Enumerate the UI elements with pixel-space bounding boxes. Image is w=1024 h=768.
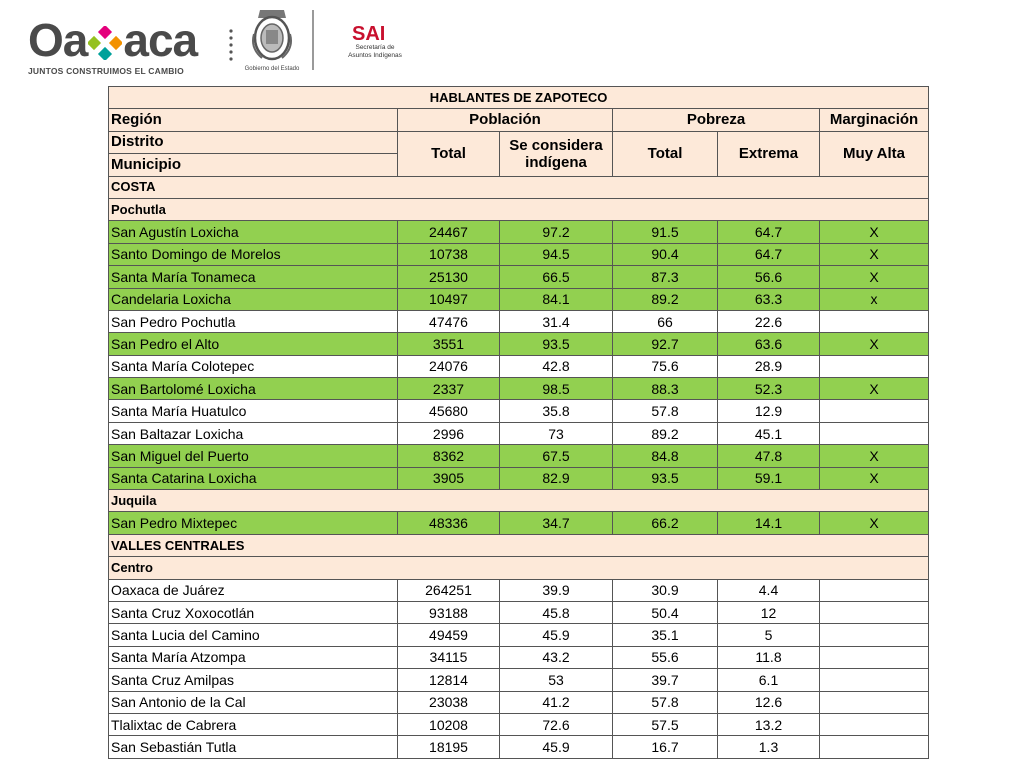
table-row (109, 579, 929, 601)
table-row (109, 713, 929, 735)
indigena-cell: 35.8 (500, 400, 613, 422)
pobreza-total-cell: 92.7 (613, 333, 718, 355)
poblacion-total-cell: 10208 (398, 713, 500, 735)
muy-alta-cell: X (820, 221, 929, 243)
municipio-cell: San Pedro Mixtepec (109, 512, 398, 534)
poblacion-total-cell: 93188 (398, 601, 500, 623)
pobreza-extrema-cell: 52.3 (718, 378, 820, 400)
header-poblacion-total: Total (398, 131, 500, 176)
sai-subtitle (342, 44, 408, 60)
pobreza-extrema-cell: 5 (718, 624, 820, 646)
indigena-cell: 45.9 (500, 736, 613, 758)
poblacion-total-cell: 23038 (398, 691, 500, 713)
pobreza-extrema-cell: 28.9 (718, 355, 820, 377)
municipio-cell: San Agustín Loxicha (109, 221, 398, 243)
poblacion-total-cell: 2996 (398, 422, 500, 444)
muy-alta-cell: X (820, 445, 929, 467)
table-row (109, 669, 929, 691)
muy-alta-cell (820, 422, 929, 444)
poblacion-total-cell: 264251 (398, 579, 500, 601)
muy-alta-cell (820, 669, 929, 691)
indigena-cell: 31.4 (500, 310, 613, 332)
pobreza-extrema-cell: 13.2 (718, 713, 820, 735)
municipio-cell: Santa María Tonameca (109, 266, 398, 288)
table-row (109, 512, 929, 534)
pobreza-extrema-cell: 63.6 (718, 333, 820, 355)
header-se-considera-indigena: Se considera indígena (500, 131, 613, 176)
header-marginacion: Marginación (820, 109, 929, 131)
poblacion-total-cell: 3551 (398, 333, 500, 355)
indigena-cell: 97.2 (500, 221, 613, 243)
pobreza-total-cell: 57.8 (613, 400, 718, 422)
table-row (109, 624, 929, 646)
pobreza-total-cell: 55.6 (613, 646, 718, 668)
pobreza-total-cell: 89.2 (613, 288, 718, 310)
muy-alta-cell: X (820, 512, 929, 534)
municipio-cell: San Antonio de la Cal (109, 691, 398, 713)
indigena-cell: 94.5 (500, 243, 613, 265)
pobreza-extrema-cell: 63.3 (718, 288, 820, 310)
muy-alta-cell: X (820, 467, 929, 489)
muy-alta-cell (820, 310, 929, 332)
section-label: COSTA (109, 176, 929, 198)
indigena-cell: 67.5 (500, 445, 613, 467)
table-row (109, 422, 929, 444)
indigena-cell: 45.8 (500, 601, 613, 623)
indigena-cell: 73 (500, 422, 613, 444)
municipio-cell: San Baltazar Loxicha (109, 422, 398, 444)
municipio-cell: San Bartolomé Loxicha (109, 378, 398, 400)
pobreza-total-cell: 30.9 (613, 579, 718, 601)
poblacion-total-cell: 49459 (398, 624, 500, 646)
section-row (109, 490, 929, 512)
seal-label: Gobierno del Estado (244, 66, 300, 72)
header-muy-alta: Muy Alta (820, 131, 929, 176)
header-pobreza-total: Total (613, 131, 718, 176)
indigena-cell: 41.2 (500, 691, 613, 713)
poblacion-total-cell: 48336 (398, 512, 500, 534)
poblacion-total-cell: 10497 (398, 288, 500, 310)
header-divider (312, 10, 314, 70)
municipio-cell: Oaxaca de Juárez (109, 579, 398, 601)
pobreza-extrema-cell: 1.3 (718, 736, 820, 758)
table-row (109, 736, 929, 758)
pobreza-total-cell: 57.8 (613, 691, 718, 713)
municipio-cell: Santo Domingo de Morelos (109, 243, 398, 265)
header-pobreza-extrema: Extrema (718, 131, 820, 176)
municipio-cell: San Sebastián Tutla (109, 736, 398, 758)
municipio-cell: Candelaria Loxicha (109, 288, 398, 310)
sai-subtitle-line1: Secretaría de (355, 44, 395, 51)
table-row (109, 310, 929, 332)
table-row (109, 646, 929, 668)
section-label: Centro (109, 557, 929, 579)
pobreza-total-cell: 16.7 (613, 736, 718, 758)
poblacion-total-cell: 24467 (398, 221, 500, 243)
poblacion-total-cell: 24076 (398, 355, 500, 377)
pobreza-extrema-cell: 45.1 (718, 422, 820, 444)
pobreza-total-cell: 50.4 (613, 601, 718, 623)
table-title: HABLANTES DE ZAPOTECO (109, 87, 929, 109)
pobreza-extrema-cell: 47.8 (718, 445, 820, 467)
pobreza-extrema-cell: 11.8 (718, 646, 820, 668)
table-row (109, 288, 929, 310)
pobreza-total-cell: 39.7 (613, 669, 718, 691)
municipio-cell: Santa Cruz Amilpas (109, 669, 398, 691)
pobreza-total-cell: 87.3 (613, 266, 718, 288)
pobreza-extrema-cell: 12.6 (718, 691, 820, 713)
muy-alta-cell (820, 579, 929, 601)
pobreza-total-cell: 35.1 (613, 624, 718, 646)
muy-alta-cell (820, 601, 929, 623)
section-row (109, 557, 929, 579)
table-row (109, 221, 929, 243)
muy-alta-cell (820, 646, 929, 668)
pobreza-extrema-cell: 6.1 (718, 669, 820, 691)
pobreza-total-cell: 89.2 (613, 422, 718, 444)
municipio-cell: Santa Lucia del Camino (109, 624, 398, 646)
pobreza-extrema-cell: 22.6 (718, 310, 820, 332)
pobreza-total-cell: 93.5 (613, 467, 718, 489)
municipio-cell: San Pedro Pochutla (109, 310, 398, 332)
sai-logo (338, 24, 408, 64)
indigena-cell: 82.9 (500, 467, 613, 489)
state-seal (244, 4, 300, 76)
indigena-cell: 39.9 (500, 579, 613, 601)
poblacion-total-cell: 12814 (398, 669, 500, 691)
muy-alta-cell (820, 400, 929, 422)
pobreza-extrema-cell: 56.6 (718, 266, 820, 288)
municipio-cell: San Pedro el Alto (109, 333, 398, 355)
section-label: VALLES CENTRALES (109, 534, 929, 556)
poblacion-total-cell: 2337 (398, 378, 500, 400)
muy-alta-cell: x (820, 288, 929, 310)
oaxaca-x-flower-icon (88, 18, 122, 52)
muy-alta-cell: X (820, 333, 929, 355)
pobreza-total-cell: 66 (613, 310, 718, 332)
oaxaca-logo (28, 14, 218, 76)
indigena-cell: 34.7 (500, 512, 613, 534)
logo-word-left: Oa (28, 14, 88, 66)
dotted-separator-icon (229, 28, 233, 62)
municipio-cell: Santa María Atzompa (109, 646, 398, 668)
poblacion-total-cell: 45680 (398, 400, 500, 422)
pobreza-total-cell: 91.5 (613, 221, 718, 243)
header-region: Región (109, 109, 398, 131)
pobreza-total-cell: 88.3 (613, 378, 718, 400)
section-row (109, 534, 929, 556)
pobreza-extrema-cell: 12.9 (718, 400, 820, 422)
pobreza-total-cell: 66.2 (613, 512, 718, 534)
pobreza-extrema-cell: 12 (718, 601, 820, 623)
pobreza-total-cell: 75.6 (613, 355, 718, 377)
indigena-cell: 45.9 (500, 624, 613, 646)
poblacion-total-cell: 18195 (398, 736, 500, 758)
section-row (109, 176, 929, 198)
section-label: Pochutla (109, 198, 929, 220)
poblacion-total-cell: 8362 (398, 445, 500, 467)
table-row (109, 266, 929, 288)
muy-alta-cell (820, 691, 929, 713)
muy-alta-cell (820, 713, 929, 735)
poblacion-total-cell: 3905 (398, 467, 500, 489)
municipio-cell: Santa María Huatulco (109, 400, 398, 422)
header-municipio: Municipio (109, 154, 398, 176)
logo-tagline: JUNTOS CONSTRUIMOS EL CAMBIO (28, 66, 184, 76)
table-row (109, 467, 929, 489)
table-row (109, 378, 929, 400)
muy-alta-cell (820, 624, 929, 646)
sai-subtitle-line2: Asuntos Indígenas (348, 52, 402, 59)
muy-alta-cell (820, 736, 929, 758)
muy-alta-cell: X (820, 378, 929, 400)
muy-alta-cell: X (820, 266, 929, 288)
municipio-cell: Tlalixtac de Cabrera (109, 713, 398, 735)
state-seal-icon (244, 4, 300, 64)
section-label: Juquila (109, 490, 929, 512)
header-poblacion: Población (398, 109, 613, 131)
municipio-cell: Santa Cruz Xoxocotlán (109, 601, 398, 623)
pobreza-extrema-cell: 14.1 (718, 512, 820, 534)
indigena-cell: 66.5 (500, 266, 613, 288)
table-row (109, 445, 929, 467)
poblacion-total-cell: 34115 (398, 646, 500, 668)
page-header (0, 0, 1024, 84)
pobreza-extrema-cell: 4.4 (718, 579, 820, 601)
zapoteco-speakers-table (108, 86, 929, 759)
indigena-cell: 98.5 (500, 378, 613, 400)
indigena-cell: 42.8 (500, 355, 613, 377)
table-row (109, 691, 929, 713)
pobreza-total-cell: 90.4 (613, 243, 718, 265)
pobreza-extrema-cell: 64.7 (718, 221, 820, 243)
indigena-cell: 43.2 (500, 646, 613, 668)
poblacion-total-cell: 25130 (398, 266, 500, 288)
municipio-cell: San Miguel del Puerto (109, 445, 398, 467)
poblacion-total-cell: 47476 (398, 310, 500, 332)
indigena-cell: 53 (500, 669, 613, 691)
sai-title: SAI (352, 23, 386, 45)
muy-alta-cell (820, 355, 929, 377)
pobreza-extrema-cell: 59.1 (718, 467, 820, 489)
pobreza-total-cell: 84.8 (613, 445, 718, 467)
pobreza-total-cell: 57.5 (613, 713, 718, 735)
table-row (109, 400, 929, 422)
table-row (109, 601, 929, 623)
table-row (109, 333, 929, 355)
municipio-cell: Santa María Colotepec (109, 355, 398, 377)
table-row (109, 243, 929, 265)
header-pobreza: Pobreza (613, 109, 820, 131)
indigena-cell: 84.1 (500, 288, 613, 310)
indigena-cell: 72.6 (500, 713, 613, 735)
section-row (109, 198, 929, 220)
municipio-cell: Santa Catarina Loxicha (109, 467, 398, 489)
pobreza-extrema-cell: 64.7 (718, 243, 820, 265)
indigena-cell: 93.5 (500, 333, 613, 355)
header-distrito: Distrito (109, 131, 398, 153)
logo-word-right: aca (123, 14, 198, 66)
table-row (109, 355, 929, 377)
poblacion-total-cell: 10738 (398, 243, 500, 265)
muy-alta-cell: X (820, 243, 929, 265)
